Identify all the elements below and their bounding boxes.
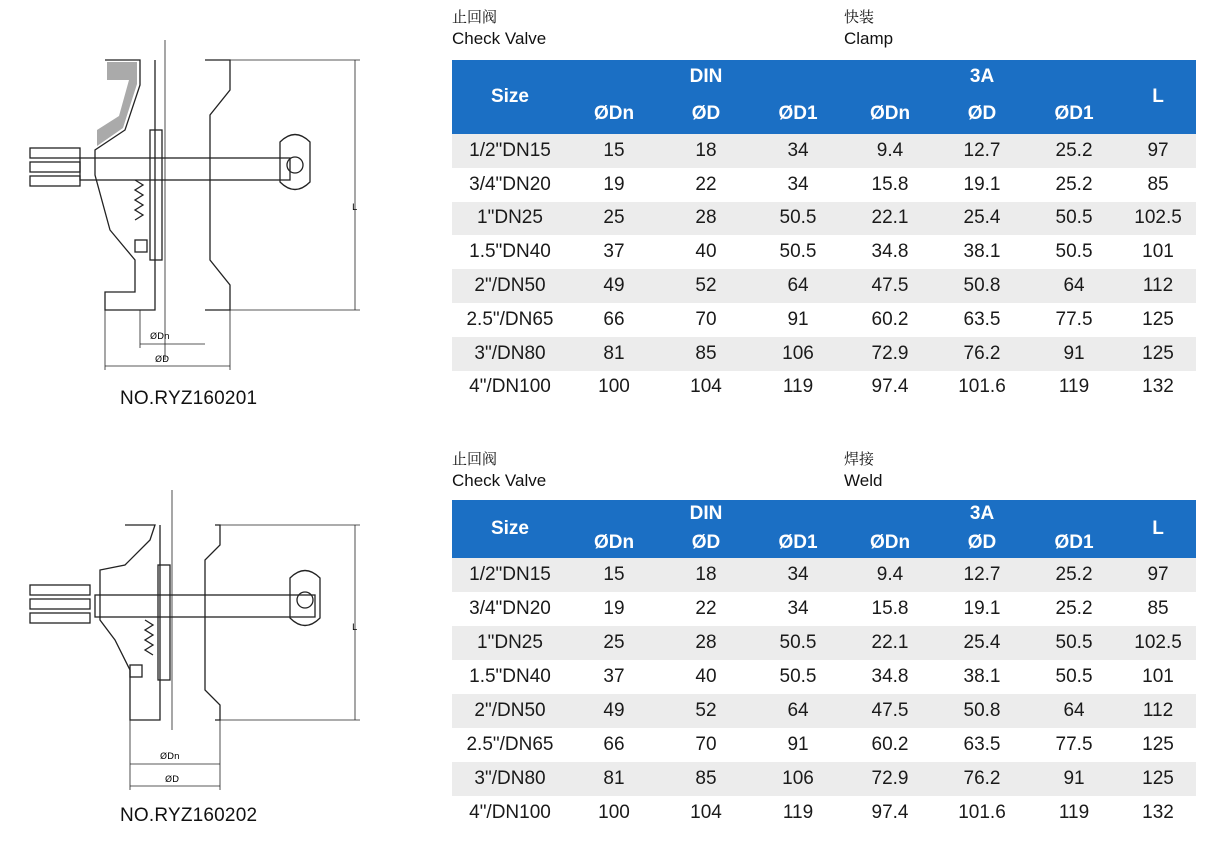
- table-row: [452, 168, 1196, 202]
- table-row: [452, 337, 1196, 371]
- cell: 40: [660, 235, 752, 269]
- table-row: [452, 592, 1196, 626]
- cell: 2"/DN50: [452, 269, 568, 303]
- drawing-label-dn: ØDn: [160, 752, 180, 762]
- spec-table: [452, 500, 1196, 830]
- cell: 50.5: [1028, 626, 1120, 660]
- header-sub: ØD: [660, 528, 752, 558]
- cell: 18: [660, 134, 752, 168]
- cell: 34: [752, 168, 844, 202]
- drawing-label-l: L: [352, 203, 358, 213]
- cell: 47.5: [844, 694, 936, 728]
- cell: 25.2: [1028, 168, 1120, 202]
- cell: 85: [1120, 592, 1196, 626]
- cell: 15: [568, 558, 660, 592]
- header-sub: ØD: [660, 94, 752, 134]
- table-row: [452, 694, 1196, 728]
- cell: 34.8: [844, 660, 936, 694]
- cell: 101.6: [936, 796, 1028, 830]
- cell: 3"/DN80: [452, 762, 568, 796]
- cell: 125: [1120, 762, 1196, 796]
- cell: 19: [568, 592, 660, 626]
- cell: 22.1: [844, 202, 936, 236]
- cell: 101: [1120, 660, 1196, 694]
- cell: 19.1: [936, 592, 1028, 626]
- cell: 25: [568, 202, 660, 236]
- header-size: Size: [452, 500, 568, 558]
- cell: 97: [1120, 134, 1196, 168]
- cell: 22: [660, 592, 752, 626]
- cell: 1.5"DN40: [452, 235, 568, 269]
- cell: 125: [1120, 337, 1196, 371]
- caption-product-type: [452, 6, 546, 50]
- header-sub: ØD1: [1028, 528, 1120, 558]
- cell: 77.5: [1028, 728, 1120, 762]
- header-3a: 3A: [844, 60, 1120, 94]
- cell: 18: [660, 558, 752, 592]
- table-row: [452, 660, 1196, 694]
- cell: 34.8: [844, 235, 936, 269]
- cell: 100: [568, 371, 660, 405]
- cell: 97: [1120, 558, 1196, 592]
- cell: 9.4: [844, 134, 936, 168]
- cell: 70: [660, 303, 752, 337]
- cell: 49: [568, 269, 660, 303]
- header-size: Size: [452, 60, 568, 134]
- cell: 47.5: [844, 269, 936, 303]
- cell: 50.8: [936, 694, 1028, 728]
- check-valve-cross-section-icon: [10, 490, 410, 850]
- header-din: DIN: [568, 60, 844, 94]
- cell: 4"/DN100: [452, 371, 568, 405]
- cell: 104: [660, 371, 752, 405]
- cell: 37: [568, 235, 660, 269]
- cell: 119: [1028, 796, 1120, 830]
- cell: 2.5"/DN65: [452, 728, 568, 762]
- caption-product-type-en: Check Valve: [452, 471, 547, 490]
- product-section-clamp: [0, 0, 1214, 420]
- cell: 66: [568, 303, 660, 337]
- cell: 28: [660, 202, 752, 236]
- drawing-label-l: L: [352, 623, 358, 633]
- cell: 81: [568, 762, 660, 796]
- cell: 85: [660, 337, 752, 371]
- cell: 9.4: [844, 558, 936, 592]
- caption-connection-type-en: Weld: [844, 471, 883, 490]
- cell: 119: [752, 371, 844, 405]
- cell: 63.5: [936, 303, 1028, 337]
- cell: 91: [752, 728, 844, 762]
- cell: 102.5: [1120, 202, 1196, 236]
- cell: 125: [1120, 728, 1196, 762]
- valve-drawing-clamp: [10, 30, 410, 390]
- cell: 34: [752, 134, 844, 168]
- cell: 34: [752, 592, 844, 626]
- cell: 19.1: [936, 168, 1028, 202]
- cell: 22.1: [844, 626, 936, 660]
- cell: 25: [568, 626, 660, 660]
- drawing-label-dn: ØDn: [150, 332, 170, 342]
- cell: 12.7: [936, 558, 1028, 592]
- drawing-label-d: ØD: [155, 355, 170, 365]
- cell: 50.5: [1028, 660, 1120, 694]
- cell: 3/4"DN20: [452, 168, 568, 202]
- cell: 50.5: [752, 235, 844, 269]
- header-sub: ØD1: [1028, 94, 1120, 134]
- cell: 64: [1028, 694, 1120, 728]
- table-row: [452, 235, 1196, 269]
- header-sub: ØDn: [844, 528, 936, 558]
- table-row: [452, 558, 1196, 592]
- cell: 1.5"DN40: [452, 660, 568, 694]
- header-sub: ØD1: [752, 528, 844, 558]
- cell: 25.2: [1028, 134, 1120, 168]
- cell: 91: [752, 303, 844, 337]
- caption-connection-type: [844, 448, 882, 492]
- cell: 101.6: [936, 371, 1028, 405]
- caption-product-type-cn: 止回阀: [452, 450, 498, 468]
- cell: 102.5: [1120, 626, 1196, 660]
- cell: 60.2: [844, 303, 936, 337]
- cell: 25.2: [1028, 558, 1120, 592]
- table-row: [452, 371, 1196, 405]
- cell: 112: [1120, 269, 1196, 303]
- cell: 66: [568, 728, 660, 762]
- cell: 77.5: [1028, 303, 1120, 337]
- header-sub: ØD: [936, 94, 1028, 134]
- cell: 106: [752, 337, 844, 371]
- cell: 50.5: [1028, 235, 1120, 269]
- cell: 1/2"DN15: [452, 558, 568, 592]
- cell: 3/4"DN20: [452, 592, 568, 626]
- cell: 97.4: [844, 796, 936, 830]
- cell: 112: [1120, 694, 1196, 728]
- cell: 52: [660, 694, 752, 728]
- cell: 50.5: [752, 626, 844, 660]
- cell: 28: [660, 626, 752, 660]
- caption-connection-type-en: Clamp: [844, 29, 894, 48]
- caption-product-type: [452, 448, 546, 492]
- cell: 37: [568, 660, 660, 694]
- cell: 125: [1120, 303, 1196, 337]
- cell: 64: [752, 269, 844, 303]
- cell: 50.5: [752, 660, 844, 694]
- table-row: [452, 728, 1196, 762]
- cell: 38.1: [936, 660, 1028, 694]
- table-row: [452, 202, 1196, 236]
- cell: 132: [1120, 371, 1196, 405]
- cell: 106: [752, 762, 844, 796]
- check-valve-cross-section-icon: [10, 30, 410, 390]
- cell: 1"DN25: [452, 626, 568, 660]
- cell: 64: [1028, 269, 1120, 303]
- cell: 3"/DN80: [452, 337, 568, 371]
- cell: 19: [568, 168, 660, 202]
- header-sub: ØDn: [568, 94, 660, 134]
- cell: 72.9: [844, 762, 936, 796]
- cell: 100: [568, 796, 660, 830]
- drawing-label-d: ØD: [165, 775, 180, 785]
- caption-connection-type-cn: 快装: [844, 8, 875, 26]
- cell: 25.4: [936, 202, 1028, 236]
- cell: 12.7: [936, 134, 1028, 168]
- cell: 34: [752, 558, 844, 592]
- cell: 50.5: [752, 202, 844, 236]
- product-section-weld: [0, 440, 1214, 840]
- cell: 22: [660, 168, 752, 202]
- cell: 97.4: [844, 371, 936, 405]
- table-row: [452, 626, 1196, 660]
- cell: 1"DN25: [452, 202, 568, 236]
- header-sub: ØD1: [752, 94, 844, 134]
- cell: 50.5: [1028, 202, 1120, 236]
- cell: 91: [1028, 337, 1120, 371]
- cell: 1/2"DN15: [452, 134, 568, 168]
- valve-drawing-weld: [10, 490, 410, 850]
- cell: 85: [660, 762, 752, 796]
- header-l: L: [1120, 500, 1196, 558]
- cell: 104: [660, 796, 752, 830]
- header-l: L: [1120, 60, 1196, 134]
- spec-table: [452, 60, 1196, 404]
- cell: 49: [568, 694, 660, 728]
- cell: 119: [1028, 371, 1120, 405]
- cell: 2.5"/DN65: [452, 303, 568, 337]
- cell: 40: [660, 660, 752, 694]
- caption-product-type-en: Check Valve: [452, 29, 547, 48]
- cell: 70: [660, 728, 752, 762]
- cell: 132: [1120, 796, 1196, 830]
- caption-connection-type-cn: 焊接: [844, 450, 875, 468]
- cell: 76.2: [936, 762, 1028, 796]
- header-din: DIN: [568, 500, 844, 528]
- cell: 64: [752, 694, 844, 728]
- cell: 81: [568, 337, 660, 371]
- cell: 15.8: [844, 168, 936, 202]
- table-row: [452, 303, 1196, 337]
- cell: 63.5: [936, 728, 1028, 762]
- table-row: [452, 134, 1196, 168]
- cell: 38.1: [936, 235, 1028, 269]
- cell: 25.2: [1028, 592, 1120, 626]
- cell: 72.9: [844, 337, 936, 371]
- cell: 15: [568, 134, 660, 168]
- cell: 15.8: [844, 592, 936, 626]
- table-row: [452, 796, 1196, 830]
- caption-product-type-cn: 止回阀: [452, 8, 498, 26]
- header-sub: ØD: [936, 528, 1028, 558]
- header-sub: ØDn: [568, 528, 660, 558]
- model-number: NO.RYZ160202: [120, 805, 258, 826]
- model-number: NO.RYZ160201: [120, 388, 258, 409]
- cell: 91: [1028, 762, 1120, 796]
- cell: 25.4: [936, 626, 1028, 660]
- cell: 76.2: [936, 337, 1028, 371]
- caption-connection-type: [844, 6, 893, 50]
- table-row: [452, 269, 1196, 303]
- table-row: [452, 762, 1196, 796]
- cell: 119: [752, 796, 844, 830]
- cell: 2"/DN50: [452, 694, 568, 728]
- cell: 101: [1120, 235, 1196, 269]
- cell: 50.8: [936, 269, 1028, 303]
- cell: 52: [660, 269, 752, 303]
- cell: 4"/DN100: [452, 796, 568, 830]
- cell: 60.2: [844, 728, 936, 762]
- cell: 85: [1120, 168, 1196, 202]
- header-3a: 3A: [844, 500, 1120, 528]
- header-sub: ØDn: [844, 94, 936, 134]
